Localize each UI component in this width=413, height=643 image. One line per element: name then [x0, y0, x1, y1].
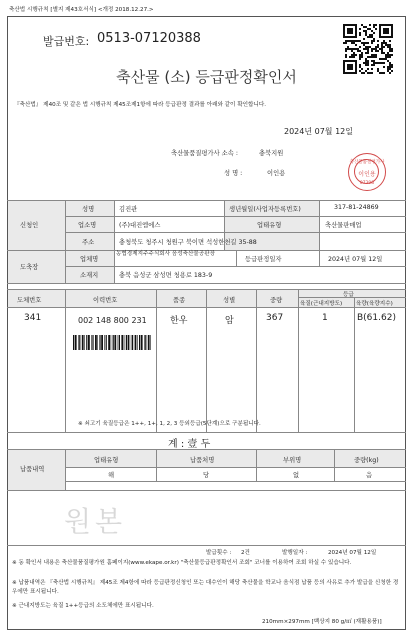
document-date: 2024년 07월 12일 — [284, 127, 353, 136]
seal-name-text: 이인용 — [358, 171, 376, 178]
delivery-col-weight: 중량(kg) — [354, 457, 379, 464]
col-trace-no: 이력번호 — [93, 297, 118, 304]
applicant-type: 축산물판매업 — [325, 222, 362, 229]
slaughter-date-label: 등급판정일자 — [245, 256, 282, 263]
weight: 367 — [266, 313, 284, 323]
copies-value: 2건 — [241, 550, 250, 556]
issue-no-label: 발급번호: — [43, 35, 90, 48]
applicant-section-label: 신청인 — [20, 222, 39, 229]
institute-value: 충북지원 — [259, 150, 284, 157]
institute-label: 축산물품질평가사 소속 : — [171, 150, 238, 157]
grade-note: ※ 쇠고기 육질등급은 1++, 1+, 1, 2, 3 등외등급(5단계)으로 구분됩니다. — [78, 421, 261, 427]
delivery-cell: 없 — [293, 472, 300, 479]
delivery-cell: 당 — [203, 472, 210, 479]
yield-grade: B(61.62) — [357, 313, 396, 323]
grader-name-label: 성 명 : — [224, 170, 243, 177]
issue-date-value: 2024년 07월 12일 — [328, 550, 377, 556]
col-yield: 육량(육량지수) — [356, 301, 393, 307]
slaughter-loc-label: 소재지 — [80, 272, 99, 279]
applicant-birth-label: 생년월일(사업자등록번호) — [229, 206, 301, 213]
grader-name-value: 이인용 — [267, 170, 286, 177]
applicant-type-label: 업태유형 — [257, 222, 282, 229]
regulation-text: 축산법 시행규칙 [별지 제43호서식] <개정 2018.12.27.> — [9, 7, 154, 13]
col-weight: 중량 — [270, 297, 283, 304]
trace-barcode — [73, 335, 153, 350]
slaughter-section-label: 도축장 — [20, 264, 39, 271]
trace-no: 002 148 800 231 — [78, 316, 147, 325]
slaughter-company-label: 업체명 — [80, 256, 99, 263]
delivery-section-label: 납품내역 — [20, 466, 45, 473]
footer-note-2: ※ 납품내역은 『축산법 시행규칙』 제45조 제4항에 따라 등급판정신청인 또는 대수인이 해당 축산물을 학교나 음식점 납품 등의 사유로 추가 발급을 신청한 경우에만 표시됩니다. — [12, 580, 399, 595]
footer-note-3: ※ 근내지방도는 육질 1++등급의 소도체에만 표시됩니다. — [12, 603, 154, 609]
seal-top-text: 축산물품질평가사 — [349, 160, 385, 165]
slaughter-date: 2024년 07월 12일 — [328, 256, 383, 263]
carcass-no: 341 — [24, 313, 42, 323]
paper-spec: 210mm×297mm [백상지 80 g/㎡ (재활용품)] — [262, 619, 382, 625]
sex: 암 — [225, 316, 234, 326]
col-grade: 등급 — [343, 292, 354, 298]
footer-note-1: ※ 동 확인서 내용은 축산물품질평가원 홈페이지(www.ekape.or.kr) "축산물등급판정확인서 조회" 코너를 이용하여 조회 하실 수 있습니다. — [12, 560, 352, 566]
document-title: 축산물 (소) 등급판정확인서 — [116, 68, 297, 86]
issue-no: 0513-07120388 — [97, 31, 201, 46]
total-count: 계 : 壹 두 — [168, 439, 211, 450]
applicant-addr: 충청북도 청주시 청원구 북이면 석성한천길 35-88 — [119, 239, 257, 246]
original-watermark: 원본 — [64, 505, 127, 538]
applicant-biz: (주)대진엠에스 — [119, 222, 161, 229]
copies-label: 발급횟수 : — [206, 550, 232, 556]
col-quality: 육질(근내지방도) — [300, 301, 343, 307]
delivery-cell: 음 — [366, 472, 373, 479]
quality-grade: 1 — [322, 313, 328, 323]
col-sex: 성별 — [223, 297, 236, 304]
applicant-biz-label: 업소명 — [78, 222, 97, 229]
slaughter-loc: 충북 음성군 삼성면 청용로 183-9 — [119, 272, 213, 279]
col-carcass-no: 도체번호 — [17, 297, 42, 304]
applicant-birth: 317-81-24869 — [334, 204, 379, 211]
delivery-col-part: 부위명 — [283, 457, 302, 464]
delivery-cell: 해 — [108, 472, 115, 479]
delivery-col-place: 납품처명 — [190, 457, 215, 464]
intro-text: 『축산법』 제40조 및 같은 법 시행규칙 제45조제1항에 따라 등급판정 결과를 아래와 같이 확인합니다. — [14, 102, 267, 108]
applicant-name: 김진관 — [119, 206, 138, 213]
applicant-name-label: 성명 — [82, 206, 95, 213]
breed: 한우 — [170, 316, 188, 326]
issue-date-label: 발행일자 : — [282, 550, 308, 556]
slaughter-company: 농협경제지주주식회사 음성축산물공판장 — [116, 251, 216, 257]
col-breed: 품종 — [173, 297, 186, 304]
grader-seal — [348, 153, 386, 191]
seal-number-text: 07398 — [359, 181, 375, 186]
applicant-addr-label: 주소 — [82, 239, 95, 246]
delivery-col-type: 업태유형 — [94, 457, 119, 464]
